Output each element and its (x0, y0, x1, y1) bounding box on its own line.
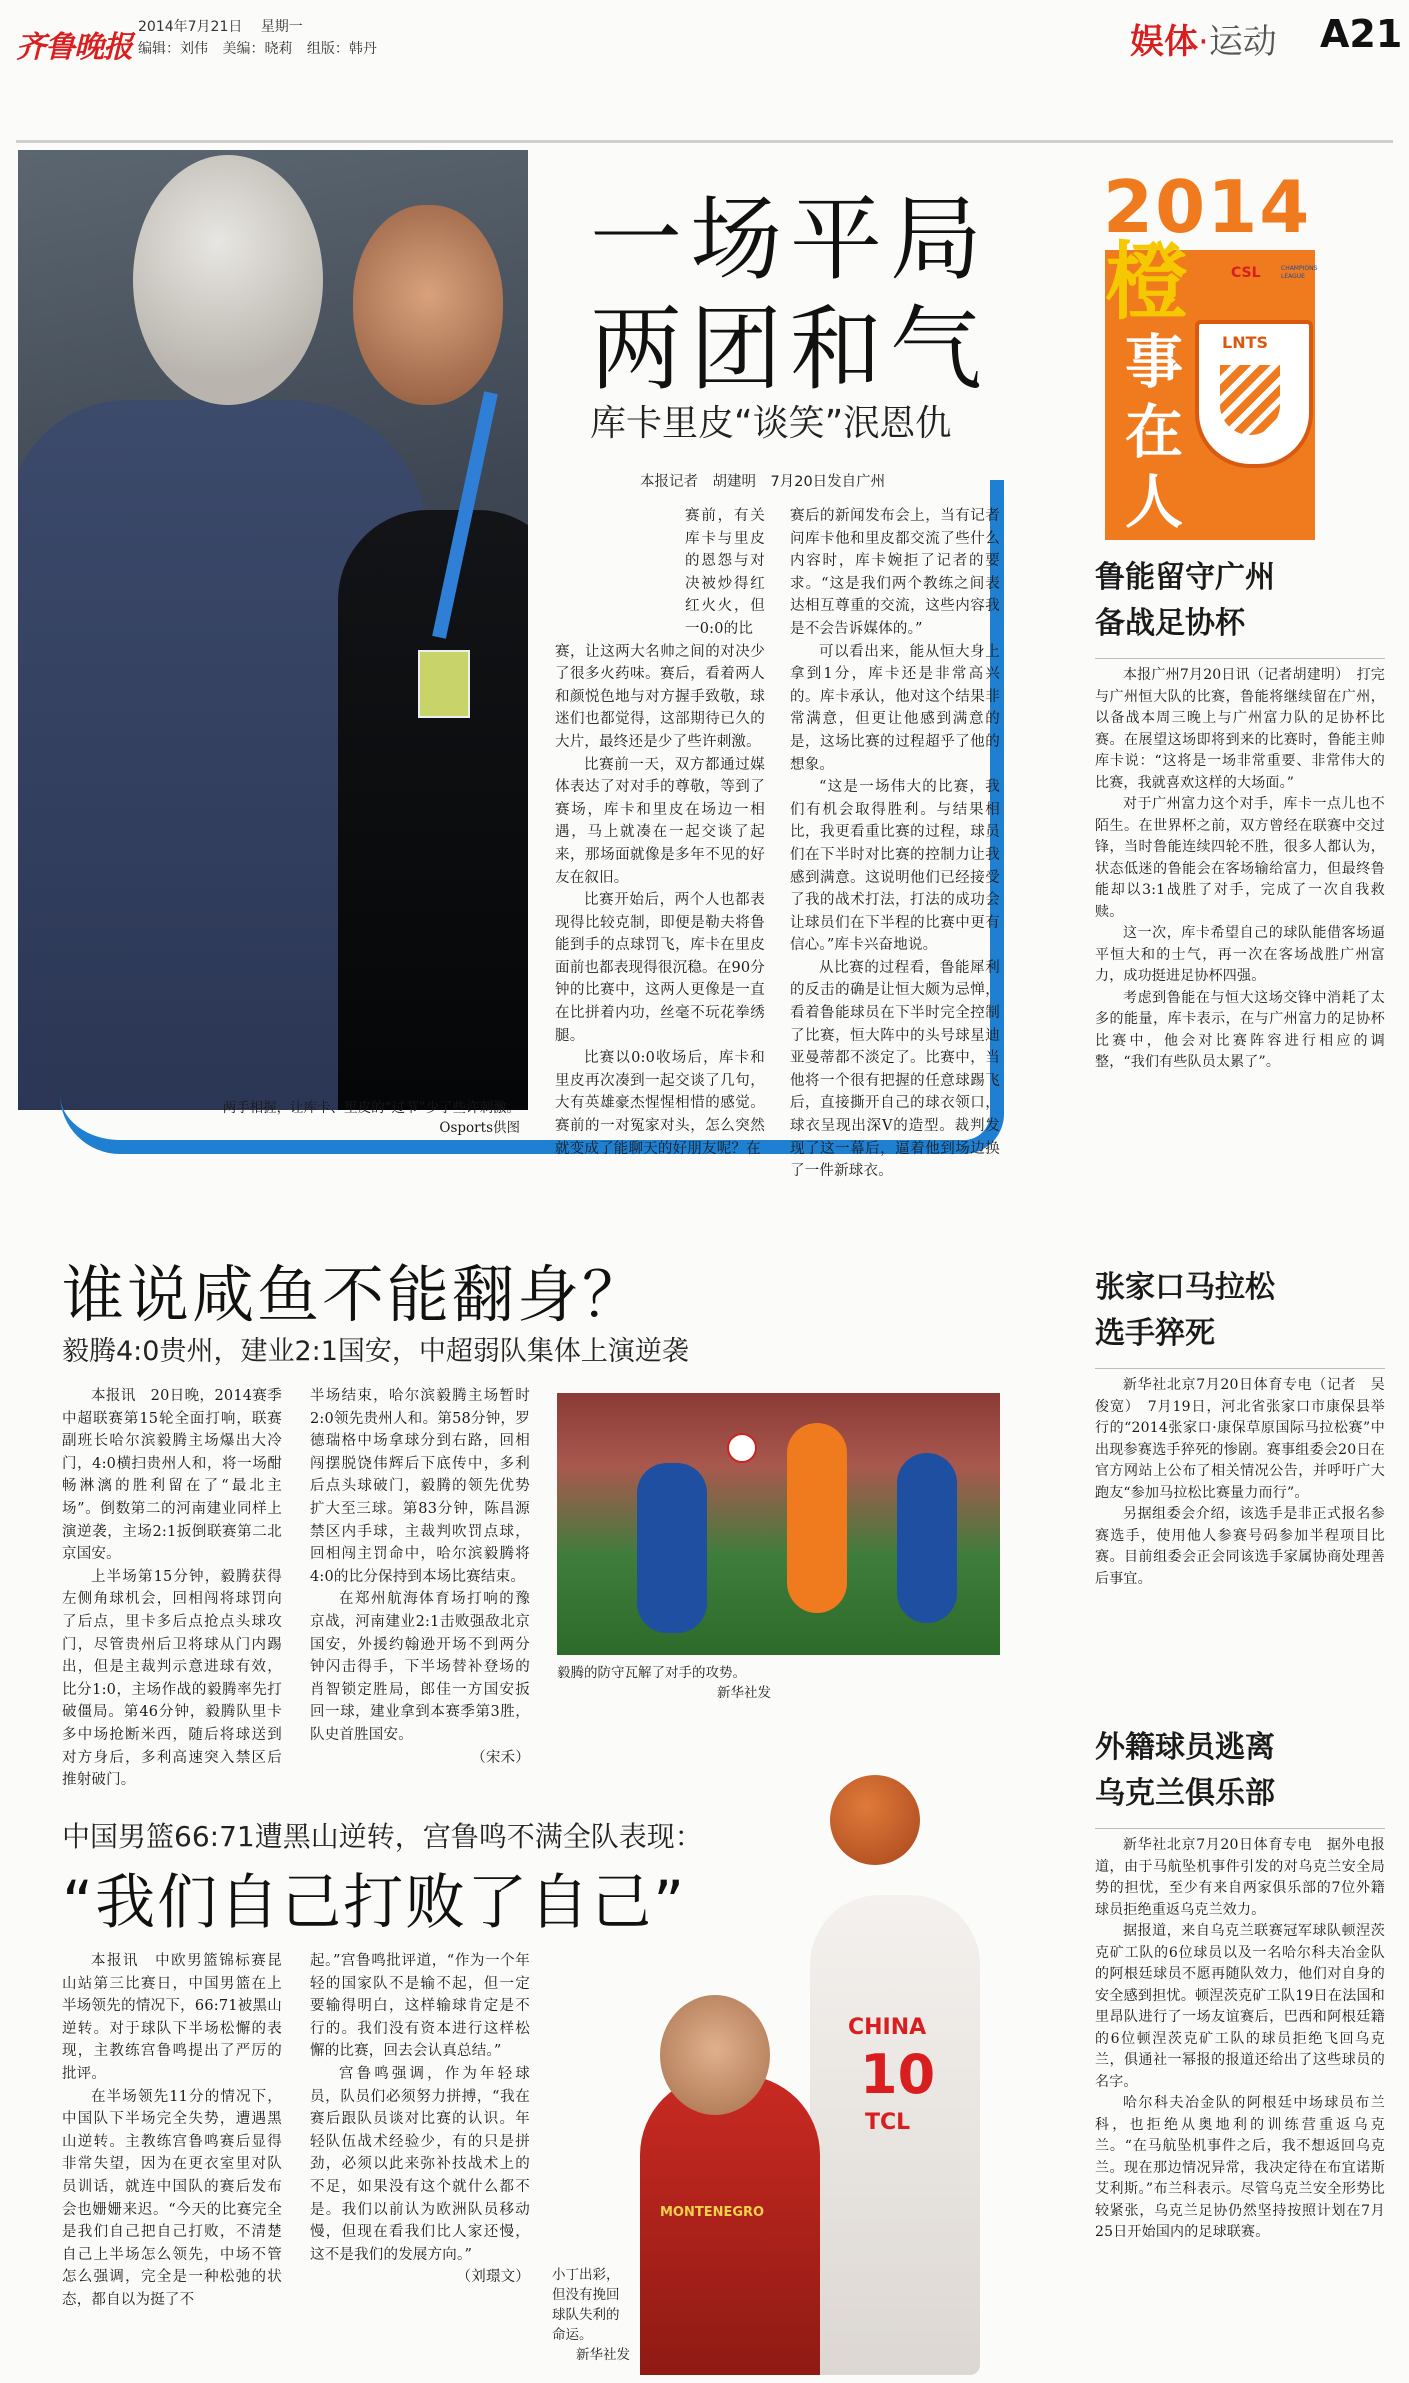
jersey-number: 10 (860, 2043, 936, 2106)
headline-line-2: 两团和气 (590, 296, 991, 403)
caption-text: 两手相握，让库卡、里皮的“过节”少了些许刺激。 (222, 1100, 520, 1116)
story3-kicker: 中国男篮66:71遭黑山逆转，宫鲁鸣不满全队表现： (62, 1820, 703, 1853)
story2-headline: 谁说咸鱼不能翻身？ (62, 1258, 648, 1331)
caption-credit: 新华社发 (717, 1685, 771, 1701)
story2-column-2 (310, 1385, 530, 1769)
story1-headline (590, 185, 990, 405)
date-text: 2014年7月21日 (138, 19, 243, 35)
story1-col1-p3: 比赛开始后，两个人也都表现得比较克制，即便是勒夫将鲁能到手的点球罚飞，库卡在里皮面前也都表现得很沉稳。在90分钟的比赛中，这两人更像是一直在比拼着内功，丝毫不玩花拳绣腿。 (555, 892, 765, 1044)
item1-p3: 这一次，库卡希望自己的球队能借客场逼平恒大和的士气，再一次在客场战胜广州富力，成功挺进足协杯四强。 (1095, 925, 1385, 984)
player-blue-left (637, 1463, 707, 1633)
layout-credit: 组版：韩丹 (306, 41, 377, 57)
story-csl-upsets (0, 1245, 1090, 1789)
title-line-2: 选手猝死 (1095, 1316, 1215, 1351)
story1-col2-p1: 赛后的新闻发布会上，当有记者问库卡他和里皮都交流了些什么内容时，库卡婉拒了记者的要求。“这是我们两个教练之间表达相互尊重的交流，这些内容我是不会告诉媒体的。” (790, 508, 1000, 637)
caption-credit: Osports供图 (439, 1120, 520, 1136)
soccer-photo (557, 1393, 1000, 1655)
soccer-ball-icon (727, 1433, 757, 1463)
section-label (1130, 14, 1277, 63)
story2-column-1 (62, 1385, 282, 1792)
story-basketball (0, 1775, 1090, 2375)
team-badge-text: LNTS (1222, 333, 1269, 352)
story-coaches (0, 150, 1090, 1200)
basketball-icon (830, 1775, 920, 1865)
item1-p1: 本报广州7月20日讯（记者胡建明） 打完与广州恒大队的比赛，鲁能将继续留在广州，以备战本周三晚上与广州富力队的足协杯比赛。在展望这场即将到来的比赛时，鲁能主帅库卡说：“这将是一场非常重要、非常伟大的比赛，我就喜欢这样的大场面。” (1095, 667, 1385, 791)
logo-acl: CHAMPIONS LEAGUE (1281, 265, 1318, 280)
shield-stripes (1220, 365, 1280, 435)
story1-col2-p2: 可以看出来，能从恒大身上拿到1分，库卡还是非常高兴的。库卡承认，他对这个结果非常满意，但更让他感到满意的是，这场比赛的过程超乎了他的想象。 (790, 643, 1000, 773)
logo-char-2: 事 (1125, 328, 1184, 396)
issue-date (138, 16, 303, 36)
story1-col1-intro: 赛前，有关库卡与里皮的恩怨与对决被炒得红红火火，但一0:0的比 (685, 508, 765, 637)
item2-p2: 另据组委会介绍，该选手是非正式报名参赛选手，使用他人参赛号码参加半程项目比赛。目前组委会正会同该选手家属协商处理善后事宜。 (1095, 1506, 1385, 1587)
story2-sign: （宋禾） (471, 1749, 530, 1766)
section-sub: 运动 (1208, 22, 1277, 62)
staff-credits (138, 38, 377, 58)
masthead (0, 0, 1409, 140)
story1-col2-p3: “这是一场伟大的比赛，我们有机会取得胜利。与结果相比，我更看重比赛的过程，球员们在下半时对比赛的控制力让我感到满意。这说明他们已经接受了我的战术打法，打法的成功会让球员们在下半程的比赛中更有信心。”库卡兴奋地说。 (790, 779, 1000, 954)
opponent-jersey-text: MONTENEGRO (660, 2205, 765, 2220)
story3-col2-p1: 起。”宫鲁鸣批评道，“作为一个年轻的国家队不是输不起，但一定要输得明白，这样输球肯定是不行的。我们没有资本进行这样松懈的比赛，回去会认真总结。” (310, 1953, 530, 2060)
title-line-1: 外籍球员逃离 (1095, 1730, 1275, 1765)
story1-column-2 (790, 505, 1000, 1183)
story3-col1-p1: 本报讯 中欧男篮锦标赛昆山站第三比赛日，中国男篮在上半场领先的情况下，66:71被黑山逆转。对于球队下半场松懈的表现，主教练宫鲁鸣提出了严厉的批评。 (62, 1953, 282, 2082)
editor-credit: 编辑：刘伟 (138, 41, 208, 57)
item1-p4: 考虑到鲁能在与恒大这场交锋中消耗了太多的能量，库卡表示，在与广州富力的足协杯比赛中，他会对比赛阵容进行相应的调整，“我们有些队员太累了”。 (1095, 989, 1385, 1070)
section-dot: · (1198, 22, 1209, 62)
sidebar-item1-rule (1095, 658, 1385, 659)
weekday-text: 星期一 (260, 19, 303, 35)
story2-col2-p1: 半场结束，哈尔滨毅腾主场暂时2:0领先贵州人和。第58分钟，罗德瑞格中场拿球分到右路，回相闯摆脱饶伟辉后下底传中，多利后点头球破门，毅腾的领先优势扩大至三球。第83分钟，陈昌源禁区内手球，主裁判吹罚点球，回相闯主罚命中，哈尔滨毅腾将4:0的比分保持到本场比赛结束。 (310, 1388, 530, 1585)
basketball-photo (620, 1775, 1040, 2375)
story3-column-2 (310, 1950, 530, 2289)
story2-col1-p1: 本报讯 20日晚，2014赛季中超联赛第15轮全面打响，联赛副班长哈尔滨毅腾主场爆出大冷门，4:0横扫贵州人和，将一场酣畅淋漓的胜利留在了“最北主场”。倒数第二的河南建业同样上演逆袭，主场2:1扳倒联赛第二北京国安。 (62, 1388, 282, 1563)
story3-col1-p2: 在半场领先11分的情况下，中国队下半场完全失势，遭遇黑山逆转。主教练宫鲁鸣赛后显得非常失望，因为在更衣室里对队员训话，就连中国队的赛后发布会也姗姗来迟。“今天的比赛完全是我们自己把自己打败，不清楚自己上半场怎么领先，中场不管怎么强调，完全是一种松弛的状态，都自以为挺了不 (62, 2088, 282, 2308)
item1-p2: 对于广州富力这个对手，库卡一点儿也不陌生。在世界杯之前，双方曾经在联赛中交过锋，当时鲁能连续四轮不胜，很多人都认为，状态低迷的鲁能会在客场输给富力，但最终鲁能却以3:1战胜了对手，完成了一次自我救赎。 (1095, 796, 1385, 920)
logo-char-4: 人 (1125, 468, 1184, 536)
title-line-1: 鲁能留守广州 (1095, 560, 1275, 595)
jersey-top-text: CHINA (848, 2015, 927, 2040)
story1-subhead: 库卡里皮“谈笑”泯恩仇 (590, 403, 952, 444)
story1-col1-p2: 比赛前一天，双方都通过媒体表达了对对手的尊敬，等到了赛场，库卡和里皮在场边一相遇，马上就凑在一起交谈了起来，那场面就像是多年不见的好友在叙旧。 (555, 756, 765, 886)
jersey-sponsor: TCL (865, 2110, 911, 2135)
sidebar-item3-rule (1095, 1828, 1385, 1829)
sidebar-item1-body (1095, 665, 1385, 1074)
sidebar-item2-rule (1095, 1368, 1385, 1369)
story1-column-1 (555, 505, 765, 1160)
story3-photo-caption (552, 2265, 630, 2365)
opponent-player (640, 2075, 820, 2375)
page-number: A21 (1320, 12, 1403, 56)
story2-col2-p2: 在郑州航海体育场打响的豫京战，河南建业2:1击败强敌北京国安，外援约翰逊开场不到两分钟闪击得手，下半场替补登场的肖智锁定胜局，郎佳一方国安扳回一球，建业拿到本赛季第3胜，队史首胜国安。 (310, 1591, 530, 1743)
logo-csl: CSL (1231, 265, 1261, 281)
china-player (810, 1895, 980, 2375)
story1-col1-p4: 比赛以0:0收场后，库卡和里皮再次凑到一起交谈了几句，大有英雄豪杰惺惺相惜的感觉。赛前的一对冤家对头，怎么突然就变成了能聊天的好朋友呢？在 (555, 1050, 765, 1157)
title-line-1: 张家口马拉松 (1095, 1270, 1275, 1305)
story3-sign: （刘璟文） (456, 2269, 530, 2286)
column-logo (1095, 165, 1335, 545)
sidebar-item3-title (1095, 1725, 1275, 1817)
item3-p1: 新华社北京7月20日体育专电 据外电报道，由于马航坠机事件引发的对乌克兰安全局势的担忧，至少有来自两家俱乐部的7位外籍球员拒绝重返乌克兰效力。 (1095, 1837, 1385, 1918)
story1-byline: 本报记者 胡建明 7月20日发自广州 (640, 474, 886, 490)
caption-text: 小丁出彩，但没有挽回球队失利的命运。 (552, 2267, 620, 2343)
caption-text: 毅腾的防守瓦解了对手的攻势。 (557, 1665, 746, 1681)
story2-col1-p2: 上半场第15分钟，毅腾获得左侧角球机会，回相闯将球罚向了后点，里卡多后点抢点头球攻门，尽管贵州后卫将球从门内踢出，但是主裁判示意进球有效，比分1:0，主场作战的毅腾率先打破僵局。第46分钟，毅腾队里卡多中场抢断米西，随后将球送到对方身后，多利高速突入禁区后推射破门。 (62, 1568, 282, 1789)
story1-col1-p1: 赛，让这两大名帅之间的对决少了很多火药味。赛后，看着两人和颜悦色地与对方握手致敬，球迷们也都觉得，这部期待已久的大片，最终还是少了些许刺激。 (555, 643, 765, 750)
headline-line-1: 一场平局 (590, 186, 991, 293)
title-line-2: 备战足协杯 (1095, 606, 1245, 641)
story3-headline: “我们自己打败了自己” (62, 1868, 687, 1938)
story3-col2-p2: 宫鲁鸣强调，作为年轻球员，队员们必须努力拼搏，“我在赛后跟队员谈对比赛的认识。年轻队伍战术经验少，有的只是拼劲，必须以此来弥补技战术上的不足，如果没有这个就什么都不是。我们以前认为欧洲队员移动慢，但现在看我们比人家还慢，这不是我们的发展方向。” (310, 2065, 530, 2263)
story1-col2-p4: 从比赛的过程看，鲁能犀利的反击的确是让恒大颇为忌惮，看着鲁能球员在下半时完全控制了比赛，恒大阵中的头号球星迪亚曼蒂都不淡定了。比赛中，当他将一个很有把握的任意球踢飞后，直接撕开自己的球衣领口，球衣呈现出深V的造型。裁判发现了这一幕后，逼着他到场边换了一件新球衣。 (790, 959, 1000, 1180)
designer-credit: 美编：晓莉 (222, 41, 293, 57)
coach-back-head (133, 155, 323, 405)
logo-year: 2014 (1103, 165, 1312, 249)
player-orange (787, 1423, 847, 1613)
sidebar (1095, 150, 1395, 2380)
item2-p1: 新华社北京7月20日体育专电（记者 吴俊宽） 7月19日，河北省张家口市康保县举行的“2014张家口·康保草原国际马拉松赛”中出现参赛选手猝死的惨剧。赛事组委会20日在官方网站上公布了相关情况公告，并呼吁广大跑友“参加马拉松比赛量力而行”。 (1095, 1377, 1385, 1501)
story3-column-1 (62, 1950, 282, 2312)
logo-char-3: 在 (1125, 398, 1184, 466)
masthead-rule (16, 140, 1393, 143)
sidebar-item2-title (1095, 1265, 1275, 1357)
coach-front-head (353, 205, 503, 405)
story1-photo-caption (150, 1098, 520, 1138)
item3-p2: 据报道，来自乌克兰联赛冠军球队顿涅茨克矿工队的6位球员以及一名哈尔科夫冶金队的阿根廷球员不愿再随队效力，他们对自身的安全感到担忧。顿涅茨克矿工队19日在法国和里昂队进行了一场友谊赛后，巴西和阿根廷籍的6位顿涅茨克矿工队的球员拒绝飞回乌克兰，俱通社一幂报的报道还给出了这些球员的名字。 (1095, 1923, 1385, 2090)
item3-p3: 哈尔科夫冶金队的阿根廷中场球员布兰科，也拒绝从奥地利的训练营重返乌克兰。“在马航坠机事件之后，我不想返回乌克兰。现在那边情况异常，我决定待在布宜诺斯艾利斯。”布兰科表示。尽管乌克兰安全形势比较紧张，乌克兰足协仍然坚持按照计划在7月25日开始国内的足球联赛。 (1095, 2095, 1385, 2240)
sidebar-item1-title (1095, 555, 1275, 647)
newspaper-logo: 齐鲁晚报 (16, 30, 132, 65)
caption-credit: 新华社发 (576, 2347, 630, 2363)
section-main: 娱体 (1130, 22, 1198, 62)
player-blue-right (897, 1453, 957, 1623)
story2-subhead: 毅腾4:0贵州，建业2:1国安，中超弱队集体上演逆袭 (62, 1336, 689, 1367)
title-line-2: 乌克兰俱乐部 (1095, 1776, 1275, 1811)
story2-photo-caption (557, 1663, 787, 1703)
logo-char-1: 橙 (1105, 232, 1190, 331)
sidebar-item2-body (1095, 1375, 1385, 1590)
sidebar-item3-body (1095, 1835, 1385, 2244)
opponent-head (660, 1995, 770, 2115)
